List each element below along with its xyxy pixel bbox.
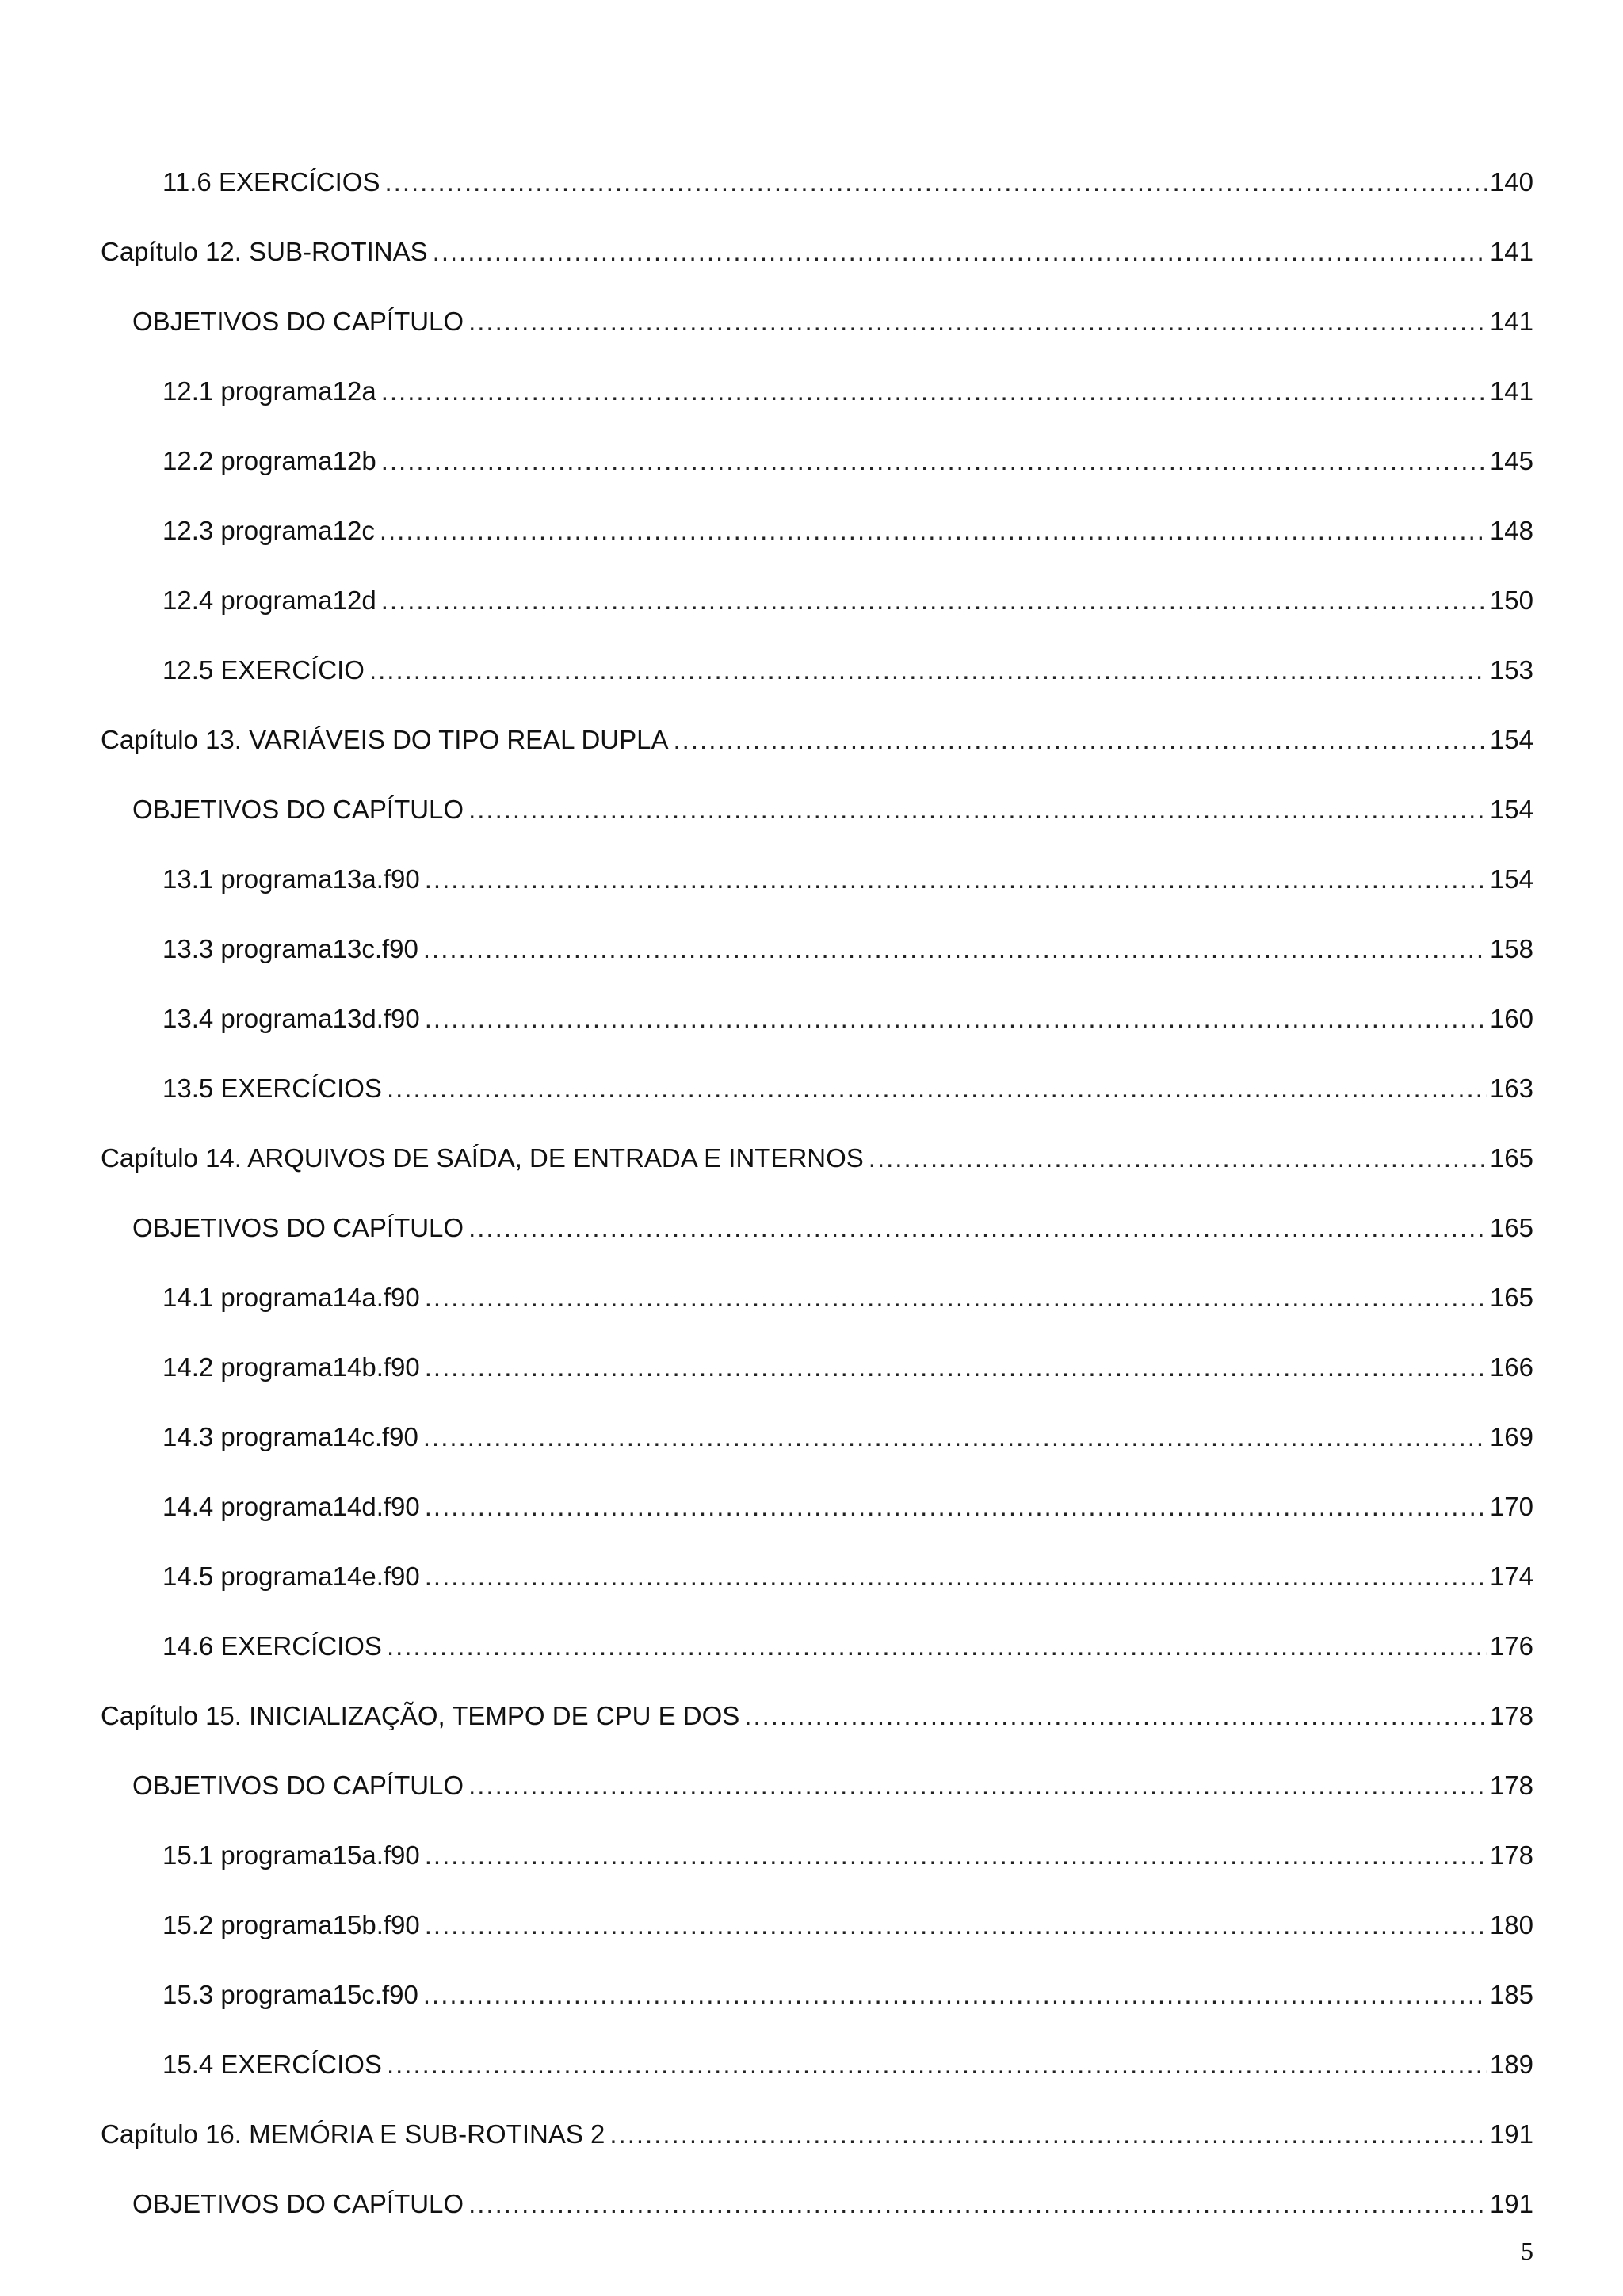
toc-entry-title: 12.4 programa12d	[162, 585, 376, 615]
toc-chapter-entry[interactable]	[101, 235, 1533, 304]
toc-section-entry[interactable]	[101, 1978, 1533, 2047]
toc-dot-leader	[425, 1559, 1487, 1594]
toc-entry-page: 163	[1489, 1074, 1533, 1103]
toc-entry-page: 154	[1489, 864, 1533, 894]
toc-section-entry[interactable]	[101, 583, 1533, 653]
toc-entry-title: 15.4 EXERCÍCIOS	[162, 2050, 382, 2079]
toc-section-entry[interactable]	[101, 1489, 1533, 1559]
toc-entry-title: Capítulo 12. SUB-ROTINAS	[101, 237, 428, 266]
toc-dot-leader	[425, 1350, 1487, 1385]
toc-entry-title: 14.6 EXERCÍCIOS	[162, 1631, 382, 1661]
toc-entry-page: 148	[1489, 516, 1533, 545]
toc-entry-title: 15.2 programa15b.f90	[162, 1910, 420, 1939]
toc-entry-page: 180	[1489, 1910, 1533, 1939]
toc-entry-title: 14.1 programa14a.f90	[162, 1283, 420, 1312]
toc-entry-page: 154	[1489, 725, 1533, 754]
toc-section-entry[interactable]	[101, 444, 1533, 513]
toc-chapter-entry[interactable]	[101, 1141, 1533, 1211]
toc-objectives-entry[interactable]	[101, 1211, 1533, 1280]
toc-entry-page: 141	[1489, 237, 1533, 266]
toc-entry-page: 191	[1489, 2119, 1533, 2149]
toc-entry-page: 191	[1489, 2189, 1533, 2218]
toc-section-entry[interactable]	[101, 932, 1533, 1001]
toc-entry-page: 166	[1489, 1352, 1533, 1382]
toc-entry-title: 14.5 programa14e.f90	[162, 1562, 420, 1591]
toc-entry-title: Capítulo 15. INICIALIZAÇÃO, TEMPO DE CPU E DOS	[101, 1701, 740, 1730]
toc-entry-page: 170	[1489, 1492, 1533, 1521]
toc-entry-page: 178	[1489, 1701, 1533, 1730]
toc-entry-page: 176	[1489, 1631, 1533, 1661]
toc-entry-page: 174	[1489, 1562, 1533, 1591]
toc-entry-title: OBJETIVOS DO CAPÍTULO	[132, 1213, 464, 1242]
toc-entry-page: 185	[1489, 1980, 1533, 2009]
toc-dot-leader	[381, 374, 1487, 409]
toc-section-entry[interactable]	[101, 2047, 1533, 2117]
toc-dot-leader	[674, 723, 1487, 757]
toc-dot-leader	[468, 792, 1487, 827]
toc-entry-title: OBJETIVOS DO CAPÍTULO	[132, 795, 464, 824]
toc-dot-leader	[744, 1699, 1487, 1733]
toc-section-entry[interactable]	[101, 1908, 1533, 1978]
toc-entry-page: 154	[1489, 795, 1533, 824]
toc-dot-leader	[468, 1768, 1487, 1803]
toc-entry-title: 15.3 programa15c.f90	[162, 1980, 418, 2009]
toc-dot-leader	[425, 862, 1487, 897]
table-of-contents	[101, 165, 1533, 2256]
toc-entry-title: 12.3 programa12c	[162, 516, 375, 545]
toc-dot-leader	[425, 1280, 1487, 1315]
toc-dot-leader	[425, 1489, 1487, 1524]
toc-entry-page: 178	[1489, 1840, 1533, 1870]
toc-section-entry[interactable]	[101, 862, 1533, 932]
toc-section-entry[interactable]	[101, 1350, 1533, 1420]
toc-entry-title: 12.2 programa12b	[162, 446, 376, 475]
toc-section-entry[interactable]	[101, 513, 1533, 583]
toc-entry-page: 189	[1489, 2050, 1533, 2079]
toc-entry-title: 13.4 programa13d.f90	[162, 1004, 420, 1033]
toc-section-entry[interactable]	[101, 1280, 1533, 1350]
toc-dot-leader	[468, 1211, 1487, 1245]
toc-objectives-entry[interactable]	[101, 2187, 1533, 2256]
toc-entry-title: 15.1 programa15a.f90	[162, 1840, 420, 1870]
toc-entry-title: 12.5 EXERCÍCIO	[162, 655, 365, 685]
toc-dot-leader	[381, 444, 1487, 479]
toc-section-entry[interactable]	[101, 374, 1533, 444]
toc-entry-title: 12.1 programa12a	[162, 376, 376, 406]
toc-entry-page: 140	[1489, 167, 1533, 196]
toc-entry-page: 141	[1489, 376, 1533, 406]
toc-dot-leader	[387, 1071, 1487, 1106]
toc-dot-leader	[425, 1908, 1487, 1943]
toc-chapter-entry[interactable]	[101, 723, 1533, 792]
toc-objectives-entry[interactable]	[101, 304, 1533, 374]
toc-entry-page: 153	[1489, 655, 1533, 685]
toc-entry-title: OBJETIVOS DO CAPÍTULO	[132, 2189, 464, 2218]
toc-entry-title: Capítulo 14. ARQUIVOS DE SAÍDA, DE ENTRADA E INTERNOS	[101, 1143, 864, 1173]
page-number: 5	[1521, 2237, 1533, 2265]
toc-entry-title: 13.3 programa13c.f90	[162, 934, 418, 963]
toc-list	[101, 165, 1533, 2256]
toc-entry-page: 150	[1489, 585, 1533, 615]
toc-entry-title: OBJETIVOS DO CAPÍTULO	[132, 1771, 464, 1800]
toc-section-entry[interactable]	[101, 1001, 1533, 1071]
toc-section-entry[interactable]	[101, 165, 1533, 235]
toc-entry-title: 14.4 programa14d.f90	[162, 1492, 420, 1521]
toc-dot-leader	[425, 1838, 1487, 1873]
toc-entry-title: 13.5 EXERCÍCIOS	[162, 1074, 382, 1103]
toc-section-entry[interactable]	[101, 1629, 1533, 1699]
toc-entry-title: 11.6 EXERCÍCIOS	[162, 167, 380, 196]
toc-entry-page: 165	[1489, 1213, 1533, 1242]
toc-dot-leader	[385, 165, 1487, 200]
toc-dot-leader	[423, 932, 1487, 967]
toc-dot-leader	[380, 513, 1487, 548]
toc-section-entry[interactable]	[101, 653, 1533, 723]
toc-section-entry[interactable]	[101, 1838, 1533, 1908]
toc-dot-leader	[423, 1420, 1487, 1455]
toc-entry-page: 141	[1489, 307, 1533, 336]
toc-dot-leader	[387, 1629, 1487, 1664]
toc-entry-title: 14.3 programa14c.f90	[162, 1422, 418, 1451]
toc-section-entry[interactable]	[101, 1559, 1533, 1629]
toc-chapter-entry[interactable]	[101, 1699, 1533, 1768]
toc-dot-leader	[387, 2047, 1487, 2082]
toc-dot-leader	[869, 1141, 1487, 1176]
toc-entry-page: 169	[1489, 1422, 1533, 1451]
toc-entry-title: 14.2 programa14b.f90	[162, 1352, 420, 1382]
toc-entry-title: 13.1 programa13a.f90	[162, 864, 420, 894]
toc-entry-page: 165	[1489, 1283, 1533, 1312]
toc-entry-page: 158	[1489, 934, 1533, 963]
toc-entry-title: Capítulo 16. MEMÓRIA E SUB-ROTINAS 2	[101, 2119, 605, 2149]
toc-objectives-entry[interactable]	[101, 1768, 1533, 1838]
toc-entry-page: 178	[1489, 1771, 1533, 1800]
toc-entry-page: 160	[1489, 1004, 1533, 1033]
toc-section-entry[interactable]	[101, 1071, 1533, 1141]
toc-chapter-entry[interactable]	[101, 2117, 1533, 2187]
toc-objectives-entry[interactable]	[101, 792, 1533, 862]
toc-entry-title: Capítulo 13. VARIÁVEIS DO TIPO REAL DUPLA	[101, 725, 669, 754]
toc-dot-leader	[433, 235, 1487, 269]
toc-dot-leader	[369, 653, 1487, 688]
toc-entry-title: OBJETIVOS DO CAPÍTULO	[132, 307, 464, 336]
toc-dot-leader	[381, 583, 1487, 618]
toc-entry-page: 145	[1489, 446, 1533, 475]
toc-entry-page: 165	[1489, 1143, 1533, 1173]
toc-section-entry[interactable]	[101, 1420, 1533, 1489]
toc-dot-leader	[425, 1001, 1487, 1036]
toc-dot-leader	[468, 2187, 1487, 2222]
toc-dot-leader	[468, 304, 1487, 339]
toc-dot-leader	[609, 2117, 1487, 2152]
toc-dot-leader	[423, 1978, 1487, 2012]
